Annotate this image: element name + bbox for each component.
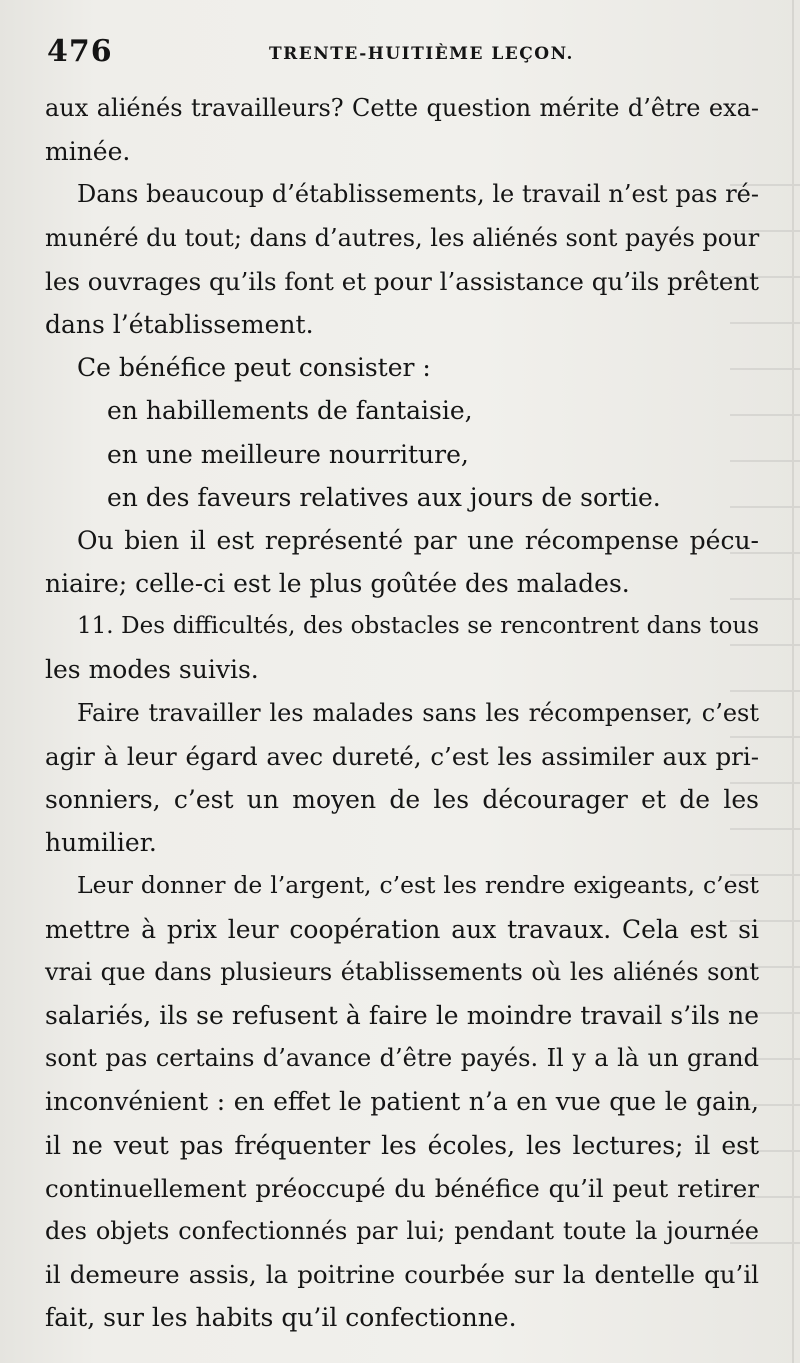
text-line: munéré du tout; dans d’autres, les aliénés sont payés pour xyxy=(45,223,760,252)
text-line: les modes suivis. xyxy=(45,655,259,685)
text-line: des objets confectionnés par lui; pendant toute la journée xyxy=(45,1216,759,1245)
text-line: mettre à prix leur coopération aux travaux. Cela est si xyxy=(45,914,759,944)
text-line: fait, sur les habits qu’il confectionne. xyxy=(45,1303,517,1333)
text-line: il ne veut pas fréquenter les écoles, les lectures; il est xyxy=(45,1130,759,1160)
text-line: Faire travailler les malades sans les récompenser, c’est xyxy=(77,698,759,727)
page-edge xyxy=(792,0,794,1363)
text-line: continuellement préoccupé du bénéfice qu’il peut retirer xyxy=(45,1173,759,1203)
running-head: TRENTE-HUITIÈME LEÇON. xyxy=(269,44,574,64)
text-line: Leur donner de l’argent, c’est les rendre exigeants, c’est xyxy=(77,871,759,900)
text-line: sonniers, c’est un moyen de les décourager et de les xyxy=(45,785,759,814)
text-line: agir à leur égard avec dureté, c’est les assimiler aux pri- xyxy=(45,741,759,771)
text-line: 11. Des difficultés, des obstacles se rencontrent dans tous xyxy=(77,613,759,640)
text-line: Ou bien il est représenté par une récompense pécu- xyxy=(77,525,759,555)
page-number: 476 xyxy=(47,34,113,69)
text-line: vrai que dans plusieurs établissements où les aliénés sont xyxy=(45,957,759,986)
text-line: il demeure assis, la poitrine courbée sur la dentelle qu’il xyxy=(45,1260,759,1290)
text-line: en habillements de fantaisie, xyxy=(107,396,473,426)
text-line: aux aliénés travailleurs? Cette question mérite d’être exa- xyxy=(45,94,759,122)
text-line: inconvénient : en effet le patient n’a en vue que le gain, xyxy=(45,1087,759,1117)
text-line: en des faveurs relatives aux jours de sortie. xyxy=(107,482,661,512)
text-line: salariés, ils se refusent à faire le moindre travail s’ils ne xyxy=(45,1000,759,1030)
text-line: sont pas certains d’avance d’être payés. Il y a là un grand xyxy=(45,1044,759,1073)
text-line: dans l’établissement. xyxy=(45,309,314,339)
text-line: en une meilleure nourriture, xyxy=(107,439,469,469)
text-line: les ouvrages qu’ils font et pour l’assistance qu’ils prêtent xyxy=(45,266,759,296)
text-line: minée. xyxy=(45,137,131,167)
page-header xyxy=(47,34,759,74)
text-line: Ce bénéfice peut consister : xyxy=(77,353,431,383)
text-line: Dans beaucoup d’établissements, le travail n’est pas ré- xyxy=(77,180,759,209)
text-line: humilier. xyxy=(45,828,157,858)
text-line: niaire; celle-ci est le plus goûtée des malades. xyxy=(45,569,630,599)
body-text xyxy=(45,87,759,1339)
